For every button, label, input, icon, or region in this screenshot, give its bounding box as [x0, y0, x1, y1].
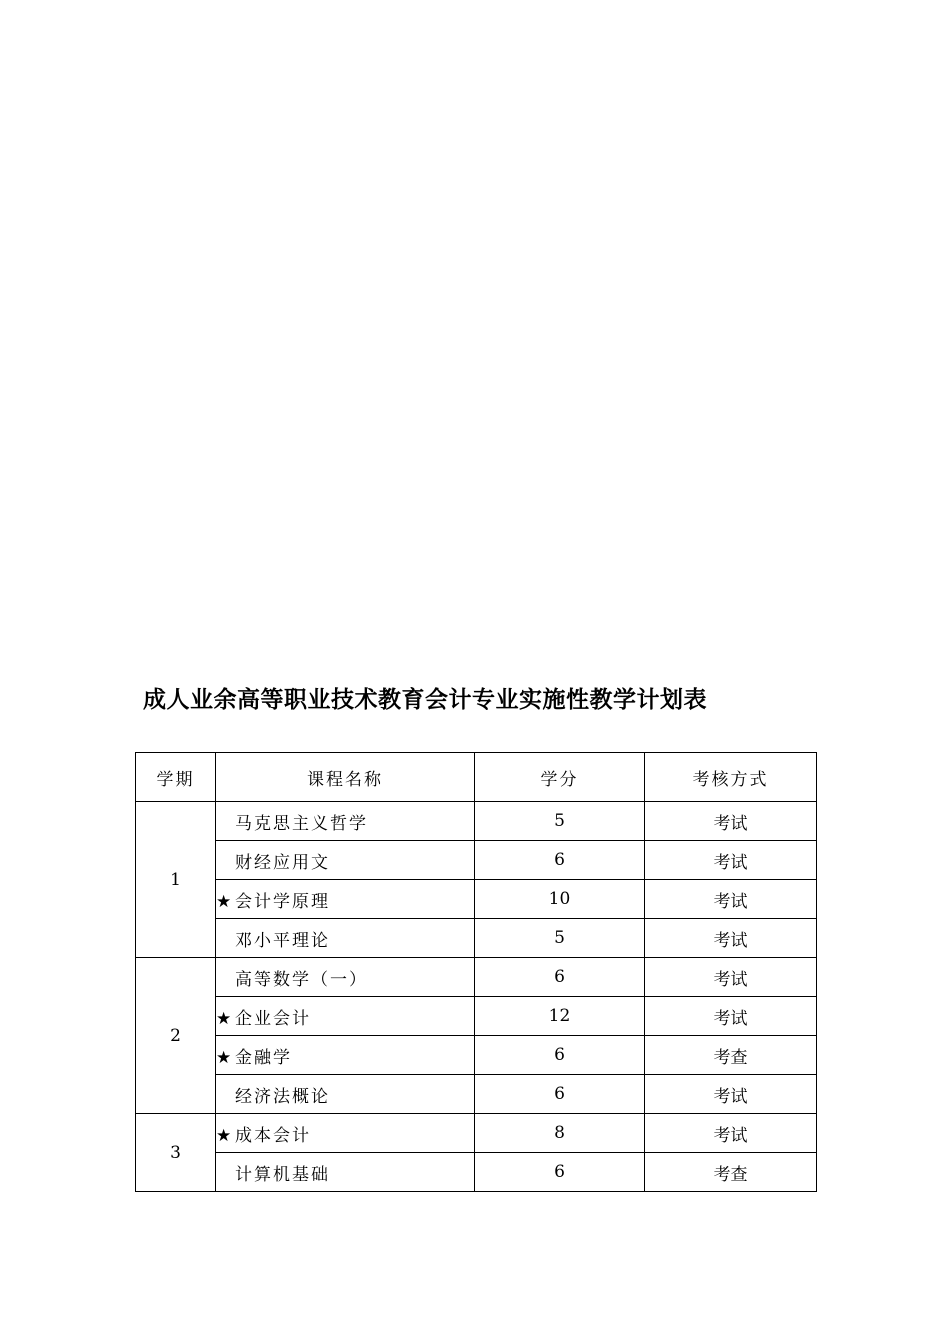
- course-name-cell: [216, 1036, 475, 1075]
- exam-method-cell: 考试: [645, 802, 817, 841]
- credit-cell: 5: [475, 919, 645, 958]
- star-icon: ★: [216, 1008, 234, 1029]
- exam-method-cell: 考试: [645, 1075, 817, 1114]
- course-name-cell: [216, 1075, 475, 1114]
- header-row: [136, 753, 817, 802]
- exam-method-cell: 考试: [645, 919, 817, 958]
- credit-cell: 6: [475, 841, 645, 880]
- table-row: [136, 919, 817, 958]
- course-name: 成本会计: [235, 1125, 311, 1146]
- document-title: 成人业余高等职业技术教育会计专业实施性教学计划表: [143, 687, 707, 713]
- course-name-cell: [216, 958, 475, 997]
- exam-method-cell: 考试: [645, 880, 817, 919]
- exam-method-cell: 考查: [645, 1036, 817, 1075]
- teaching-plan-table: [135, 752, 817, 1192]
- exam-method-cell: 考查: [645, 1153, 817, 1192]
- star-icon: ★: [216, 1047, 234, 1068]
- term-cell: 3: [136, 1114, 216, 1192]
- course-name: 会计学原理: [235, 891, 330, 912]
- credit-cell: 6: [475, 1075, 645, 1114]
- course-name-cell: [216, 841, 475, 880]
- header-course-name: 课程名称: [216, 753, 475, 802]
- header-credit: 学分: [475, 753, 645, 802]
- course-name: 经济法概论: [235, 1086, 330, 1107]
- term-cell: 1: [136, 802, 216, 958]
- course-name-cell: [216, 1153, 475, 1192]
- table-body: [136, 802, 817, 1192]
- course-name: 财经应用文: [235, 852, 330, 873]
- table-row: [136, 802, 817, 841]
- course-name: 企业会计: [235, 1008, 311, 1029]
- table-row: [136, 1114, 817, 1153]
- course-name-cell: [216, 802, 475, 841]
- course-name-cell: [216, 880, 475, 919]
- course-name-cell: [216, 997, 475, 1036]
- exam-method-cell: 考试: [645, 958, 817, 997]
- credit-cell: 10: [475, 880, 645, 919]
- star-icon: ★: [216, 1125, 234, 1146]
- table-row: [136, 958, 817, 997]
- star-icon: ★: [216, 891, 234, 912]
- table-row: [136, 841, 817, 880]
- credit-cell: 12: [475, 997, 645, 1036]
- credit-cell: 5: [475, 802, 645, 841]
- course-name: 高等数学（一）: [235, 969, 368, 990]
- course-name: 计算机基础: [235, 1164, 330, 1185]
- course-name: 金融学: [235, 1047, 292, 1068]
- exam-method-cell: 考试: [645, 1114, 817, 1153]
- header-exam-method: 考核方式: [645, 753, 817, 802]
- course-name: 马克思主义哲学: [235, 813, 368, 834]
- credit-cell: 8: [475, 1114, 645, 1153]
- exam-method-cell: 考试: [645, 997, 817, 1036]
- credit-cell: 6: [475, 1153, 645, 1192]
- header-term: 学期: [136, 753, 216, 802]
- course-name: 邓小平理论: [235, 930, 330, 951]
- credit-cell: 6: [475, 958, 645, 997]
- table-row: [136, 1075, 817, 1114]
- table-row: [136, 880, 817, 919]
- table-row: [136, 1153, 817, 1192]
- table-row: [136, 997, 817, 1036]
- course-name-cell: [216, 1114, 475, 1153]
- table-row: [136, 1036, 817, 1075]
- course-name-cell: [216, 919, 475, 958]
- credit-cell: 6: [475, 1036, 645, 1075]
- table-header: [136, 753, 817, 802]
- exam-method-cell: 考试: [645, 841, 817, 880]
- term-cell: 2: [136, 958, 216, 1114]
